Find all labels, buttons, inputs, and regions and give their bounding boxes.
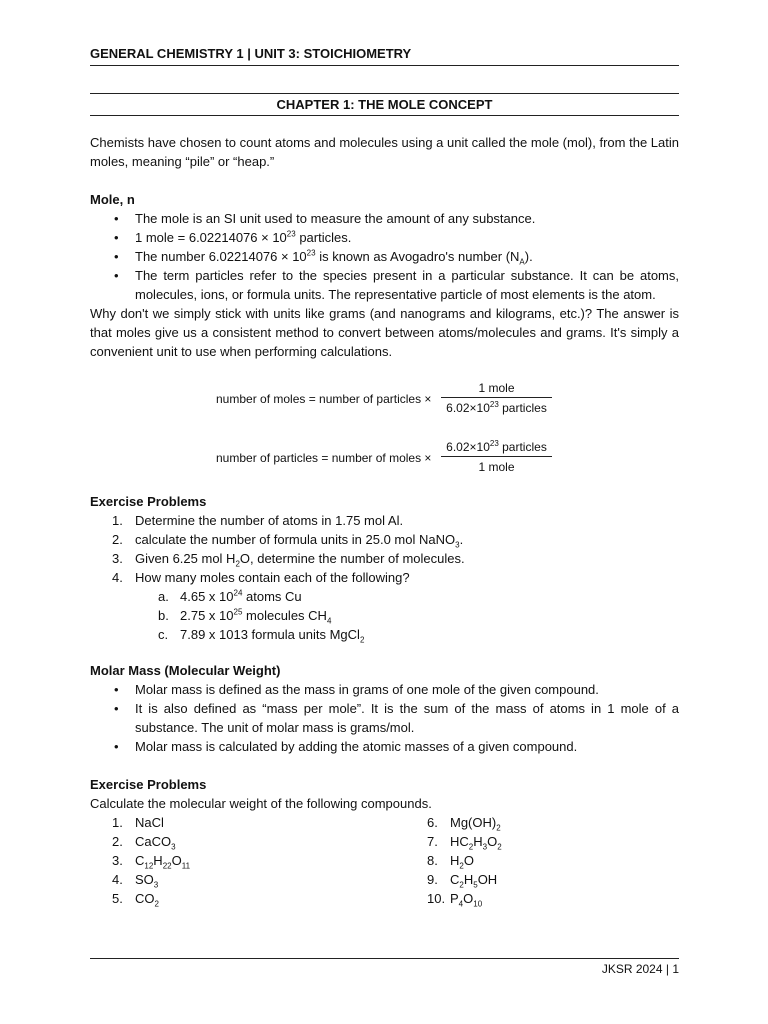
- subscript: 2: [359, 635, 365, 645]
- compound-item: [405, 851, 695, 870]
- bullet-text: The term particles refer to the species present in a particular substance. It can be atoms, molecules, ions, or formula units. The representative particle of most elements is the atom.: [135, 268, 679, 302]
- formula-text: CO: [135, 891, 155, 906]
- formula-text: O: [463, 891, 474, 906]
- item-text: atoms Cu: [242, 589, 302, 604]
- item-text: Given 6.25 mol H: [135, 551, 236, 566]
- molar-mass-bullet-2: • It is also defined as “mass per mole”. It is the sum of the mass of atoms in 1 mole of a substance. The unit of molar mass is grams/mol.: [114, 701, 679, 735]
- chapter-title: [90, 93, 679, 116]
- formula-1-numerator: 1 mole: [441, 381, 552, 398]
- subscript: A: [519, 257, 525, 267]
- item-number: 2.: [112, 834, 123, 849]
- exercise-1-item: [90, 511, 679, 530]
- subscript: 2: [235, 559, 240, 569]
- compound-item: [90, 832, 380, 851]
- item-number: 4.: [112, 570, 123, 585]
- formula-text: H: [450, 853, 460, 868]
- exercise-1-item: [90, 568, 679, 587]
- subscript: 3: [455, 540, 460, 550]
- item-number: c.: [158, 627, 169, 642]
- mole-heading: Mole, n: [90, 192, 135, 207]
- formula-text: NaCl: [135, 815, 164, 830]
- bullet-text: The mole is an SI unit used to measure the amount of any substance.: [135, 211, 536, 226]
- formula-1-fraction: [441, 381, 552, 415]
- den-text: 6.02×10: [446, 401, 490, 415]
- item-text: molecules CH: [242, 608, 327, 623]
- exercise-2-instruction: Calculate the molecular weight of the following compounds.: [90, 796, 432, 811]
- exercise-2-heading: Exercise Problems: [90, 777, 207, 792]
- subscript: 2: [459, 861, 464, 871]
- item-number: 2.: [112, 532, 123, 547]
- item-number: 10.: [427, 891, 446, 906]
- chapter-title-text: CHAPTER 1: THE MOLE CONCEPT: [276, 97, 493, 112]
- formula-text: SO: [135, 872, 154, 887]
- superscript: 25: [233, 607, 243, 617]
- bullet-text: Molar mass is calculated by adding the atomic masses of a given compound.: [135, 739, 578, 754]
- formula-text: O: [171, 853, 182, 868]
- formula-text: O: [487, 834, 498, 849]
- exercise-1-heading: Exercise Problems: [90, 494, 207, 509]
- subscript: 22: [162, 861, 172, 871]
- compound-column-left: [90, 813, 380, 908]
- item-number: 5.: [112, 891, 123, 906]
- formula-text: Mg(OH): [450, 815, 497, 830]
- num-text: particles: [498, 440, 547, 454]
- mole-bullet-1: • The mole is an SI unit used to measure the amount of any substance.: [114, 211, 536, 226]
- subscript: 12: [144, 861, 154, 871]
- subscript: 2: [496, 823, 501, 833]
- formula-2-fraction: [441, 440, 552, 474]
- mole-paragraph: Why don't we simply stick with units like grams (and nanograms and kilograms, etc.)? The answer is that moles give us a consistent method to convert between atoms/molecules and grams. It's simply a convenient unit to use when performing calculations.: [90, 306, 679, 359]
- compound-item: [90, 870, 380, 889]
- formula-2-left: number of particles = number of moles ×: [216, 451, 432, 465]
- superscript: 23: [489, 439, 499, 448]
- formula-text: HC: [450, 834, 469, 849]
- num-text: 6.02×10: [446, 440, 490, 454]
- item-number: a.: [158, 589, 169, 604]
- compound-item: [405, 832, 695, 851]
- item-text: .: [459, 532, 464, 547]
- subscript: 10: [473, 899, 483, 909]
- superscript: 24: [233, 588, 243, 598]
- item-number: 8.: [427, 853, 438, 868]
- page-header: [90, 46, 679, 66]
- formula-2-numerator: [441, 440, 552, 457]
- subscript: 11: [181, 861, 191, 871]
- formula-text: H: [473, 834, 483, 849]
- molar-mass-heading: Molar Mass (Molecular Weight): [90, 663, 281, 678]
- intro-paragraph: Chemists have chosen to count atoms and molecules using a unit called the mole (mol), from the Latin moles, meaning “pile” or “heap.”: [90, 135, 679, 169]
- item-number: 4.: [112, 872, 123, 887]
- formula-1-denominator: [441, 398, 552, 415]
- superscript: 23: [306, 248, 316, 258]
- formula-text: CaCO: [135, 834, 172, 849]
- exercise-1-subitem: [90, 587, 679, 606]
- bullet-text: particles.: [295, 230, 352, 245]
- molar-mass-bullet-1: • Molar mass is defined as the mass in grams of one mole of the given compound.: [114, 682, 599, 697]
- item-number: 1.: [112, 815, 123, 830]
- bullet-text: ).: [524, 249, 533, 264]
- page-footer: [90, 958, 679, 976]
- item-number: b.: [158, 608, 169, 623]
- molar-mass-bullets: [90, 680, 679, 756]
- bullet-text: It is also defined as “mass per mole”. It is the sum of the mass of atoms in 1 mole of a substance. The unit of molar mass is grams/mol.: [135, 701, 679, 735]
- subscript: 3: [153, 880, 159, 890]
- mole-bullet-4: • The term particles refer to the species present in a particular substance. It can be atoms, molecules, ions, or formula units. The representative particle of most elements is the atom.: [114, 268, 679, 302]
- bullet-text: is known as Avogadro's number (N: [315, 249, 520, 264]
- compound-item: [405, 889, 695, 908]
- subscript: 3: [482, 842, 488, 852]
- item-number: 6.: [427, 815, 438, 830]
- exercise-1-subitem: [90, 625, 679, 644]
- exercise-1-subitem: [90, 606, 679, 625]
- subscript: 3: [171, 842, 176, 852]
- item-number: 7.: [427, 834, 438, 849]
- formula-text: H: [463, 872, 474, 887]
- formula-text: H: [153, 853, 163, 868]
- subscript: 2: [459, 880, 464, 890]
- item-text: 2.75 x 10: [180, 608, 234, 623]
- compound-item: [90, 813, 380, 832]
- item-number: 1.: [112, 513, 123, 528]
- compound-item: [405, 813, 695, 832]
- den-text: particles: [498, 401, 547, 415]
- exercise-1-list: [90, 511, 679, 644]
- mole-bullet-list: [90, 209, 679, 361]
- subscript: 2: [154, 899, 159, 909]
- molar-mass-bullet-3: • Molar mass is calculated by adding the atomic masses of a given compound.: [114, 739, 578, 754]
- formula-text: O: [463, 853, 474, 868]
- item-text: 4.65 x 10: [180, 589, 234, 604]
- item-text: calculate the number of formula units in 25.0 mol NaNO: [135, 532, 456, 547]
- item-number: 3.: [112, 853, 123, 868]
- compound-item: [405, 870, 695, 889]
- subscript: 4: [326, 616, 332, 626]
- exercise-1-item: [90, 530, 679, 549]
- formula-text: P: [450, 891, 459, 906]
- subscript: 4: [458, 899, 464, 909]
- formula-1-left: number of moles = number of particles ×: [216, 392, 432, 406]
- item-text: O, determine the number of molecules.: [239, 551, 465, 566]
- compound-item: [90, 851, 380, 870]
- compound-item: [90, 889, 380, 908]
- superscript: 23: [489, 400, 499, 409]
- item-number: 9.: [427, 872, 438, 887]
- item-number: 3.: [112, 551, 123, 566]
- superscript: 23: [286, 229, 296, 239]
- compound-column-right: [405, 813, 695, 908]
- footer-text: JKSR 2024 | 1: [601, 962, 679, 976]
- subscript: 2: [468, 842, 474, 852]
- mole-bullet-2: • 1 mole = $6.02214076 \times 10^{23}$ particles.: [114, 229, 352, 245]
- item-text: Determine the number of atoms in 1.75 mol Al.: [135, 513, 404, 528]
- exercise-1-item: [90, 549, 679, 568]
- formula-text: OH: [477, 872, 498, 887]
- bullet-text: The number 6.02214076 × 10: [135, 249, 307, 264]
- header-title: GENERAL CHEMISTRY 1 | UNIT 3: STOICHIOMETRY: [90, 46, 412, 61]
- formula-text: C: [135, 853, 145, 868]
- formula-2-denominator: 1 mole: [478, 460, 515, 474]
- bullet-text: 1 mole = 6.02214076 × 10: [135, 230, 287, 245]
- mole-bullet-3: • The number $6.02214076 \times 10^{23}$ is known as Avogadro's number $(N_A)$.: [114, 248, 533, 267]
- subscript: 2: [497, 842, 502, 852]
- item-text: 7.89 x 1013 formula units MgCl: [180, 627, 360, 642]
- bullet-text: Molar mass is defined as the mass in grams of one mole of the given compound.: [135, 682, 599, 697]
- formula-text: C: [450, 872, 460, 887]
- item-text: How many moles contain each of the following?: [135, 570, 410, 585]
- subscript: 5: [473, 880, 478, 890]
